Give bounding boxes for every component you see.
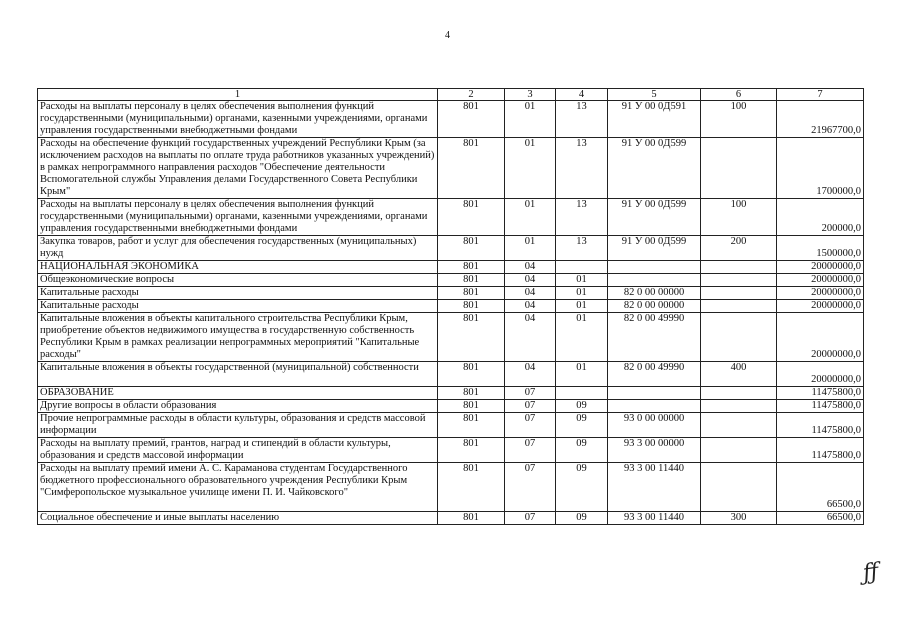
column-header-3: 3 bbox=[505, 89, 556, 101]
row-subsection: 13 bbox=[556, 138, 608, 199]
row-subsection: 01 bbox=[556, 300, 608, 313]
row-target-article bbox=[608, 400, 701, 413]
table-row bbox=[38, 199, 864, 236]
row-amount: 20000000,0 bbox=[777, 274, 864, 287]
row-expense-type bbox=[701, 438, 777, 463]
row-section: 04 bbox=[505, 313, 556, 362]
row-name: Капитальные вложения в объекты государственной (муниципальной) собственности bbox=[38, 362, 438, 387]
row-section: 04 bbox=[505, 287, 556, 300]
row-subsection: 09 bbox=[556, 438, 608, 463]
row-code: 801 bbox=[438, 512, 505, 525]
row-subsection: 01 bbox=[556, 362, 608, 387]
row-amount: 21967700,0 bbox=[777, 101, 864, 138]
row-target-article: 82 0 00 00000 bbox=[608, 287, 701, 300]
row-amount: 11475800,0 bbox=[777, 387, 864, 400]
row-amount: 66500,0 bbox=[777, 512, 864, 525]
table-row bbox=[38, 463, 864, 512]
row-subsection: 13 bbox=[556, 199, 608, 236]
column-header-6: 6 bbox=[701, 89, 777, 101]
row-section: 01 bbox=[505, 236, 556, 261]
row-code: 801 bbox=[438, 236, 505, 261]
column-header-1: 1 bbox=[38, 89, 438, 101]
row-code: 801 bbox=[438, 438, 505, 463]
row-name: Капитальные расходы bbox=[38, 300, 438, 313]
row-target-article bbox=[608, 387, 701, 400]
row-code: 801 bbox=[438, 274, 505, 287]
table-row bbox=[38, 274, 864, 287]
row-expense-type bbox=[701, 261, 777, 274]
row-subsection: 13 bbox=[556, 101, 608, 138]
row-code: 801 bbox=[438, 413, 505, 438]
table-row bbox=[38, 512, 864, 525]
row-subsection: 09 bbox=[556, 413, 608, 438]
row-amount: 11475800,0 bbox=[777, 400, 864, 413]
row-target-article: 91 У 00 0Д599 bbox=[608, 138, 701, 199]
page-number: 4 bbox=[445, 30, 450, 41]
table-row bbox=[38, 138, 864, 199]
row-target-article: 93 3 00 11440 bbox=[608, 512, 701, 525]
row-section: 04 bbox=[505, 300, 556, 313]
row-code: 801 bbox=[438, 400, 505, 413]
row-expense-type: 100 bbox=[701, 101, 777, 138]
row-amount: 20000000,0 bbox=[777, 261, 864, 274]
row-target-article: 82 0 00 49990 bbox=[608, 362, 701, 387]
row-section: 07 bbox=[505, 413, 556, 438]
row-name: Расходы на выплату премий имени А. С. Караманова студентам Государственного бюджетного профессионального образовательного учреждения Республики Крым "Симферопольское музыкальное училище имени П. И. Чайковского" bbox=[38, 463, 438, 512]
row-section: 01 bbox=[505, 199, 556, 236]
row-name: Расходы на выплату премий, грантов, наград и стипендий в области культуры, образования и средств массовой информации bbox=[38, 438, 438, 463]
row-section: 04 bbox=[505, 362, 556, 387]
column-header-4: 4 bbox=[556, 89, 608, 101]
row-target-article: 93 3 00 00000 bbox=[608, 438, 701, 463]
row-amount: 11475800,0 bbox=[777, 413, 864, 438]
column-header-2: 2 bbox=[438, 89, 505, 101]
row-amount: 200000,0 bbox=[777, 199, 864, 236]
table-header-row bbox=[38, 89, 864, 101]
row-expense-type bbox=[701, 413, 777, 438]
row-subsection: 09 bbox=[556, 512, 608, 525]
row-name: Закупка товаров, работ и услуг для обеспечения государственных (муниципальных) нужд bbox=[38, 236, 438, 261]
row-subsection: 01 bbox=[556, 287, 608, 300]
table-row bbox=[38, 438, 864, 463]
row-name: Расходы на выплаты персоналу в целях обеспечения выполнения функций государственными (муниципальными) органами, казенными учреждениями, органами управления государственными внебюджетными фондами bbox=[38, 101, 438, 138]
row-section: 07 bbox=[505, 387, 556, 400]
row-expense-type bbox=[701, 274, 777, 287]
row-amount: 66500,0 bbox=[777, 463, 864, 512]
row-target-article: 91 У 00 0Д599 bbox=[608, 199, 701, 236]
row-code: 801 bbox=[438, 101, 505, 138]
row-name: Другие вопросы в области образования bbox=[38, 400, 438, 413]
row-section: 07 bbox=[505, 400, 556, 413]
row-target-article: 82 0 00 00000 bbox=[608, 300, 701, 313]
row-section: 04 bbox=[505, 274, 556, 287]
table-row bbox=[38, 387, 864, 400]
row-target-article: 93 3 00 11440 bbox=[608, 463, 701, 512]
row-expense-type bbox=[701, 313, 777, 362]
row-expense-type bbox=[701, 387, 777, 400]
row-name: Социальное обеспечение и иные выплаты населению bbox=[38, 512, 438, 525]
row-target-article: 91 У 00 0Д591 bbox=[608, 101, 701, 138]
row-section: 04 bbox=[505, 261, 556, 274]
row-target-article: 91 У 00 0Д599 bbox=[608, 236, 701, 261]
row-subsection: 13 bbox=[556, 236, 608, 261]
row-amount: 1500000,0 bbox=[777, 236, 864, 261]
row-code: 801 bbox=[438, 463, 505, 512]
row-expense-type bbox=[701, 138, 777, 199]
row-expense-type: 200 bbox=[701, 236, 777, 261]
row-code: 801 bbox=[438, 300, 505, 313]
table-row bbox=[38, 413, 864, 438]
row-code: 801 bbox=[438, 313, 505, 362]
row-subsection bbox=[556, 261, 608, 274]
row-expense-type: 100 bbox=[701, 199, 777, 236]
row-subsection: 09 bbox=[556, 463, 608, 512]
row-section: 07 bbox=[505, 512, 556, 525]
row-subsection bbox=[556, 387, 608, 400]
row-section: 01 bbox=[505, 138, 556, 199]
row-code: 801 bbox=[438, 261, 505, 274]
row-amount: 20000000,0 bbox=[777, 300, 864, 313]
row-target-article: 93 0 00 00000 bbox=[608, 413, 701, 438]
row-code: 801 bbox=[438, 362, 505, 387]
table-row bbox=[38, 236, 864, 261]
row-amount: 1700000,0 bbox=[777, 138, 864, 199]
row-expense-type bbox=[701, 400, 777, 413]
row-amount: 20000000,0 bbox=[777, 362, 864, 387]
row-code: 801 bbox=[438, 138, 505, 199]
row-expense-type bbox=[701, 463, 777, 512]
table-row bbox=[38, 287, 864, 300]
column-header-5: 5 bbox=[608, 89, 701, 101]
row-name: Расходы на выплаты персоналу в целях обеспечения выполнения функций государственными (муниципальными) органами, казенными учреждениями, органами управления государственными внебюджетными фондами bbox=[38, 199, 438, 236]
row-subsection: 01 bbox=[556, 274, 608, 287]
row-expense-type: 400 bbox=[701, 362, 777, 387]
row-subsection: 09 bbox=[556, 400, 608, 413]
table-row bbox=[38, 101, 864, 138]
budget-table bbox=[37, 88, 864, 525]
row-amount: 11475800,0 bbox=[777, 438, 864, 463]
table-row bbox=[38, 400, 864, 413]
row-target-article bbox=[608, 261, 701, 274]
handwritten-initials: ƒƒ bbox=[861, 559, 881, 586]
row-name: Общеэкономические вопросы bbox=[38, 274, 438, 287]
table-row bbox=[38, 362, 864, 387]
row-section: 07 bbox=[505, 463, 556, 512]
table-row bbox=[38, 300, 864, 313]
column-header-7: 7 bbox=[777, 89, 864, 101]
row-name: ОБРАЗОВАНИЕ bbox=[38, 387, 438, 400]
row-code: 801 bbox=[438, 287, 505, 300]
row-name: НАЦИОНАЛЬНАЯ ЭКОНОМИКА bbox=[38, 261, 438, 274]
row-target-article: 82 0 00 49990 bbox=[608, 313, 701, 362]
row-expense-type bbox=[701, 300, 777, 313]
row-name: Капитальные расходы bbox=[38, 287, 438, 300]
row-name: Капитальные вложения в объекты капитального строительства Республики Крым, приобретение объектов недвижимого имущества в государственную собственность Республики Крым в рамках реализации непрограммных мероприятий "Капитальные расходы" bbox=[38, 313, 438, 362]
row-section: 01 bbox=[505, 101, 556, 138]
row-name: Прочие непрограммные расходы в области культуры, образования и средств массовой информации bbox=[38, 413, 438, 438]
row-code: 801 bbox=[438, 199, 505, 236]
row-section: 07 bbox=[505, 438, 556, 463]
row-code: 801 bbox=[438, 387, 505, 400]
row-subsection: 01 bbox=[556, 313, 608, 362]
row-amount: 20000000,0 bbox=[777, 287, 864, 300]
row-amount: 20000000,0 bbox=[777, 313, 864, 362]
row-name: Расходы на обеспечение функций государственных учреждений Республики Крым (за исключением расходов на выплаты по оплате труда работников указанных учреждений) в рамках непрограммного направления расходов "Обеспечение деятельности Вспомогательной службы Управления делами Государственного Совета Республики Крым" bbox=[38, 138, 438, 199]
table-row bbox=[38, 261, 864, 274]
row-target-article bbox=[608, 274, 701, 287]
row-expense-type: 300 bbox=[701, 512, 777, 525]
row-expense-type bbox=[701, 287, 777, 300]
table-row bbox=[38, 313, 864, 362]
